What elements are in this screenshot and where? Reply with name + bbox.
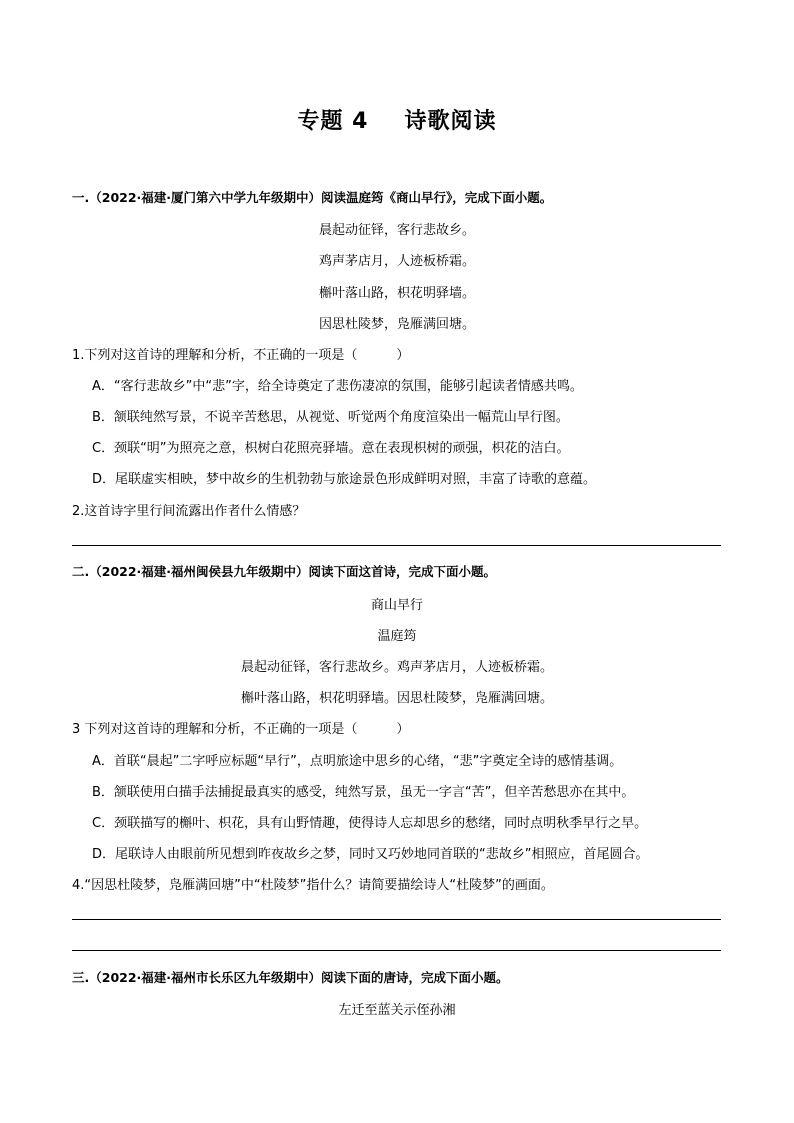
title-topic-name: 诗歌阅读 bbox=[404, 109, 497, 134]
question-2: 2.这首诗字里行间流露出作者什么情感？ bbox=[72, 504, 306, 519]
poem-1-line: 槲叶落山路，枳花明驿墙。 bbox=[318, 286, 475, 301]
section-1-heading: 一.（2022·福建·厦门第六中学九年级期中）阅读温庭筠《商山早行》，完成下面小题。 bbox=[72, 190, 553, 205]
question-1-option-b: B．颔联纯然写景，不说辛苦愁思，从视觉、听觉两个角度渲染出一幅荒山早行图。 bbox=[92, 410, 569, 425]
page-title bbox=[0, 104, 794, 135]
poem-2-line: 晨起动征铎，客行悲故乡。鸡声茅店月，人迹板桥霜。 bbox=[240, 660, 553, 675]
poem-2-title: 商山早行 bbox=[370, 598, 423, 613]
poem-3-title: 左迁至蓝关示侄孙湘 bbox=[338, 1003, 456, 1018]
title-topic-number: 专题 4 bbox=[297, 109, 369, 134]
question-1-option-d: D．尾联虚实相映，梦中故乡的生机勃勃与旅途景色形成鲜明对照，丰富了诗歌的意蕴。 bbox=[92, 472, 597, 487]
question-1-option-c: C．颈联“明”为照亮之意，枳树白花照亮驿墙。意在表现枳树的顽强，枳花的洁白。 bbox=[92, 441, 570, 456]
section-2-heading: 二.（2022·福建·福州闽侯县九年级期中）阅读下面这首诗，完成下面小题。 bbox=[72, 564, 497, 579]
poem-2-line: 槲叶落山路，枳花明驿墙。因思杜陵梦，凫雁满回塘。 bbox=[240, 691, 553, 706]
question-1-option-a: A．“客行悲故乡”中“悲”字，给全诗奠定了悲伤凄凉的氛围，能够引起读者情感共鸣。 bbox=[92, 379, 583, 394]
answer-line bbox=[72, 950, 721, 951]
question-3-option-d: D．尾联诗人由眼前所见想到昨夜故乡之梦，同时又巧妙地同首联的“悲故乡”相照应，首尾圆合。 bbox=[92, 847, 649, 862]
question-3-option-c: C．颈联描写的槲叶、枳花，具有山野情趣，使得诗人忘却思乡的愁绪，同时点明秋季早行之早。 bbox=[92, 816, 648, 831]
question-3-option-b: B．颔联使用白描手法捕捉最真实的感受，纯然写景，虽无一字言“苦”，但辛苦愁思亦在其中。 bbox=[92, 785, 635, 800]
question-4: 4.“因思杜陵梦，凫雁满回塘”中“杜陵梦”指什么？请简要描绘诗人“杜陵梦”的画面。 bbox=[72, 878, 554, 893]
poem-1-line: 因思杜陵梦，凫雁满回塘。 bbox=[318, 317, 475, 332]
section-3-heading: 三.（2022·福建·福州市长乐区九年级期中）阅读下面的唐诗，完成下面小题。 bbox=[72, 970, 509, 985]
answer-line bbox=[72, 545, 721, 546]
question-1: 1.下列对这首诗的理解和分析，不正确的一项是（ ） bbox=[72, 348, 410, 363]
poem-1-line: 鸡声茅店月，人迹板桥霜。 bbox=[318, 254, 475, 269]
question-3-option-a: A．首联“晨起”二字呼应标题“早行”，点明旅途中思乡的心绪，“悲”字奠定全诗的感情基调。 bbox=[92, 754, 623, 769]
poem-1-line: 晨起动征铎，客行悲故乡。 bbox=[318, 223, 475, 238]
answer-line bbox=[72, 919, 721, 920]
question-3: 3 下列对这首诗的理解和分析，不正确的一项是（ ） bbox=[72, 722, 410, 737]
poem-2-author: 温庭筠 bbox=[377, 629, 417, 644]
